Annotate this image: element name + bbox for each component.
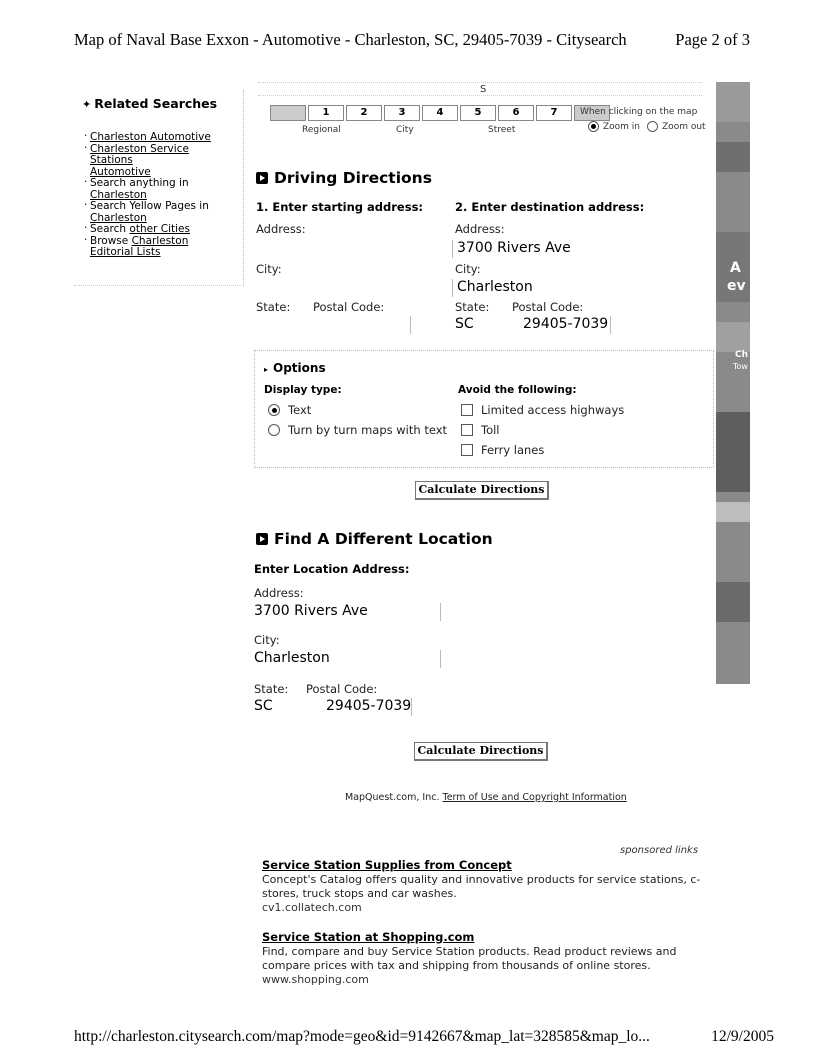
ad-title-link[interactable]: Service Station at Shopping.com <box>262 930 475 944</box>
start-postal-input[interactable] <box>410 316 411 334</box>
find-sub-heading: Enter Location Address: <box>254 562 410 576</box>
calculate-directions-button[interactable]: Calculate Directions <box>415 481 549 500</box>
related-link[interactable]: Charleston Automotive <box>90 131 211 143</box>
start-address-label: Address: <box>256 222 306 236</box>
zoom-bar <box>270 105 610 121</box>
zoom-out-end[interactable] <box>270 105 306 121</box>
avoid-toll-checkbox[interactable] <box>461 424 473 436</box>
avoid-toll-option: Toll <box>461 423 500 437</box>
find-address-input[interactable]: 3700 Rivers Ave <box>254 603 368 619</box>
dest-postal-input[interactable]: 29405-7039 <box>523 316 609 332</box>
avoid-label: Avoid the following: <box>458 384 577 396</box>
sparkle-icon: ✦ <box>82 98 92 111</box>
ad-title-link[interactable]: Service Station Supplies from Concept <box>262 858 512 872</box>
zoom-level-1[interactable]: 1 <box>308 105 344 121</box>
arrow-box-icon <box>256 172 268 184</box>
zoom-level-6[interactable]: 6 <box>498 105 534 121</box>
find-address-label: Address: <box>254 586 304 600</box>
map-click-hint: When clicking on the map <box>580 107 698 117</box>
related-searches-list <box>84 132 234 259</box>
zoom-in-radio[interactable] <box>588 121 599 132</box>
list-item: · Search anything in Charleston <box>84 178 234 201</box>
dest-city-label: City: <box>455 262 481 276</box>
avoid-highways-option: Limited access highways <box>461 403 624 417</box>
related-link[interactable]: Charleston Editorial Lists <box>90 234 189 258</box>
map-edge[interactable] <box>258 82 702 96</box>
print-title: Map of Naval Base Exxon - Automotive - Charleston, SC, 29405-7039 - Citysearch <box>74 30 627 49</box>
list-item: · Charleston Service Stations Automotive <box>84 144 234 179</box>
print-date: 12/9/2005 <box>711 1028 774 1045</box>
find-postal-label: Postal Code: <box>306 682 378 696</box>
page-number: Page 2 of 3 <box>675 30 750 49</box>
zoom-level-5[interactable]: 5 <box>460 105 496 121</box>
print-footer <box>74 1028 774 1046</box>
related-searches-title: ✦ Related Searches <box>82 96 218 111</box>
find-state-input[interactable]: SC <box>254 698 273 714</box>
print-url: http://charleston.citysearch.com/map?mode=geo&id=9142667&map_lat=328585&map_lo... <box>74 1028 650 1045</box>
display-text-radio[interactable] <box>268 404 280 416</box>
ad-url: www.shopping.com <box>262 973 369 986</box>
dest-address-input[interactable]: 3700 Rivers Ave <box>457 240 571 256</box>
list-item: · Search Yellow Pages in Charleston <box>84 201 234 224</box>
find-city-label: City: <box>254 633 280 647</box>
related-link[interactable]: Charleston <box>90 188 147 201</box>
start-city-label: City: <box>256 262 282 276</box>
start-address-heading: 1. Enter starting address: <box>256 200 424 214</box>
related-searches-panel <box>74 90 244 286</box>
terms-link[interactable]: Term of Use and Copyright Information <box>442 792 627 803</box>
caret-right-icon: ▸ <box>264 365 269 374</box>
print-header <box>74 30 750 50</box>
dest-address-heading: 2. Enter destination address: <box>455 200 645 214</box>
display-turn-option: Turn by turn maps with text <box>268 423 447 437</box>
display-type-label: Display type: <box>264 384 342 396</box>
related-link[interactable]: Charleston Service Stations <box>90 142 189 166</box>
list-item: · Browse Charleston Editorial Lists <box>84 236 234 259</box>
find-city-input[interactable]: Charleston <box>254 650 330 666</box>
ad-body: Find, compare and buy Service Station products. Read product reviews and compare prices with tax and shipping from thousands of online stores. <box>262 945 677 972</box>
zoom-out-radio[interactable] <box>647 121 658 132</box>
dest-postal-label: Postal Code: <box>512 300 584 314</box>
start-postal-label: Postal Code: <box>313 300 385 314</box>
zoom-label-city: City <box>396 125 414 135</box>
sponsored-ad <box>262 930 712 987</box>
driving-directions-heading: Driving Directions <box>256 169 432 187</box>
dest-city-input[interactable]: Charleston <box>457 279 533 295</box>
zoom-label-street: Street <box>488 125 516 135</box>
related-link[interactable]: Charleston <box>90 211 147 224</box>
arrow-box-icon <box>256 533 268 545</box>
ad-url: cv1.collatech.com <box>262 901 362 914</box>
display-text-option: Text <box>268 403 311 417</box>
calculate-directions-button-2[interactable]: Calculate Directions <box>414 742 548 761</box>
avoid-ferry-option: Ferry lanes <box>461 443 544 457</box>
dest-address-label: Address: <box>455 222 505 236</box>
zoom-label-regional: Regional <box>302 125 341 135</box>
options-toggle[interactable]: ▸ Options <box>264 361 326 375</box>
zoom-level-7[interactable]: 7 <box>536 105 572 121</box>
ad-body: Concept's Catalog offers quality and innovative products for service stations, c-stores, truck stops and car washes. <box>262 873 701 900</box>
display-turn-radio[interactable] <box>268 424 280 436</box>
avoid-highways-checkbox[interactable] <box>461 404 473 416</box>
compass-south: S <box>480 84 487 95</box>
find-state-label: State: <box>254 682 289 696</box>
zoom-level-3[interactable]: 3 <box>384 105 420 121</box>
zoom-level-2[interactable]: 2 <box>346 105 382 121</box>
dest-state-label: State: <box>455 300 490 314</box>
mapquest-credit: MapQuest.com, Inc. Term of Use and Copyright Information <box>345 792 627 803</box>
map-zoom-radios: Zoom in Zoom out <box>588 121 706 132</box>
avoid-ferry-checkbox[interactable] <box>461 444 473 456</box>
start-state-label: State: <box>256 300 291 314</box>
sponsored-ad <box>262 858 712 915</box>
side-ad-banner[interactable]: A ev Ch Tow <box>716 82 750 684</box>
related-link[interactable]: other Cities <box>129 223 190 235</box>
dest-state-input[interactable]: SC <box>455 316 474 332</box>
find-postal-input[interactable]: 29405-7039 <box>326 698 412 714</box>
zoom-level-4[interactable]: 4 <box>422 105 458 121</box>
sponsored-label: sponsored links <box>620 845 699 856</box>
list-item: · Search other Cities <box>84 224 234 236</box>
find-location-heading: Find A Different Location <box>256 530 493 548</box>
